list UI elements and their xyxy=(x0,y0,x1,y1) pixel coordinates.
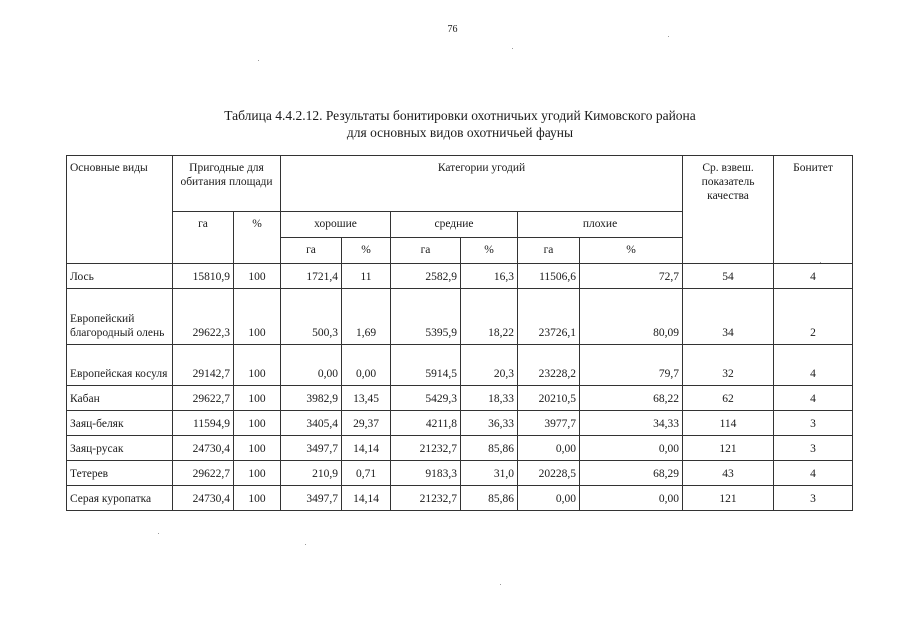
medium-ha-cell: 21232,7 xyxy=(391,486,461,511)
medium-ha-cell: 9183,3 xyxy=(391,461,461,486)
poor-pct-cell: 68,29 xyxy=(580,461,683,486)
poor-ha-cell: 0,00 xyxy=(518,486,580,511)
bonitet-cell: 3 xyxy=(774,411,853,436)
medium-pct-cell: 85,86 xyxy=(461,486,518,511)
medium-ha-cell: 21232,7 xyxy=(391,436,461,461)
good-ha-cell: 3497,7 xyxy=(281,486,342,511)
weighted-index-cell: 114 xyxy=(683,411,774,436)
header-suitable-area: Пригодные для обитания площади xyxy=(173,156,281,212)
species-name: Лось xyxy=(67,264,173,289)
medium-pct-cell: 18,22 xyxy=(461,289,518,345)
good-pct-cell: 0,71 xyxy=(342,461,391,486)
header-poor-ha: га xyxy=(518,238,580,264)
area-pct-cell: 100 xyxy=(234,386,281,411)
medium-pct-cell: 85,86 xyxy=(461,436,518,461)
good-pct-cell: 29,37 xyxy=(342,411,391,436)
bonitet-table xyxy=(66,155,853,511)
header-weighted-index: Ср. взвеш. показатель качества xyxy=(683,156,774,264)
table-caption xyxy=(0,107,905,141)
area-ha-cell: 24730,4 xyxy=(173,436,234,461)
header-row-1 xyxy=(67,156,853,212)
table-row xyxy=(67,289,853,345)
good-ha-cell: 1721,4 xyxy=(281,264,342,289)
medium-pct-cell: 18,33 xyxy=(461,386,518,411)
page-number: 76 xyxy=(447,24,458,35)
medium-ha-cell: 5395,9 xyxy=(391,289,461,345)
good-pct-cell: 14,14 xyxy=(342,436,391,461)
scan-speck xyxy=(500,584,501,585)
poor-pct-cell: 80,09 xyxy=(580,289,683,345)
header-poor: плохие xyxy=(518,212,683,238)
header-good: хорошие xyxy=(281,212,391,238)
species-name: Европейская косуля xyxy=(67,345,173,386)
table-row xyxy=(67,264,853,289)
bonitet-cell: 2 xyxy=(774,289,853,345)
species-name: Серая куропатка xyxy=(67,486,173,511)
medium-pct-cell: 31,0 xyxy=(461,461,518,486)
medium-pct-cell: 16,3 xyxy=(461,264,518,289)
table-row xyxy=(67,386,853,411)
scan-speck xyxy=(820,262,821,263)
header-medium: средние xyxy=(391,212,518,238)
good-pct-cell: 14,14 xyxy=(342,486,391,511)
poor-ha-cell: 23726,1 xyxy=(518,289,580,345)
weighted-index-cell: 54 xyxy=(683,264,774,289)
medium-ha-cell: 5914,5 xyxy=(391,345,461,386)
good-ha-cell: 210,9 xyxy=(281,461,342,486)
weighted-index-cell: 43 xyxy=(683,461,774,486)
header-species: Основные виды xyxy=(67,156,173,264)
area-pct-cell: 100 xyxy=(234,289,281,345)
species-name: Кабан xyxy=(67,386,173,411)
poor-ha-cell: 20210,5 xyxy=(518,386,580,411)
area-ha-cell: 11594,9 xyxy=(173,411,234,436)
header-medium-pct: % xyxy=(461,238,518,264)
poor-pct-cell: 0,00 xyxy=(580,486,683,511)
poor-pct-cell: 68,22 xyxy=(580,386,683,411)
poor-ha-cell: 11506,6 xyxy=(518,264,580,289)
scan-speck xyxy=(305,544,306,545)
weighted-index-cell: 62 xyxy=(683,386,774,411)
poor-ha-cell: 20228,5 xyxy=(518,461,580,486)
good-ha-cell: 3405,4 xyxy=(281,411,342,436)
header-poor-pct: % xyxy=(580,238,683,264)
good-ha-cell: 0,00 xyxy=(281,345,342,386)
good-ha-cell: 3982,9 xyxy=(281,386,342,411)
weighted-index-cell: 32 xyxy=(683,345,774,386)
header-good-ha: га xyxy=(281,238,342,264)
area-ha-cell: 24730,4 xyxy=(173,486,234,511)
species-name: Заяц-беляк xyxy=(67,411,173,436)
medium-ha-cell: 5429,3 xyxy=(391,386,461,411)
good-pct-cell: 13,45 xyxy=(342,386,391,411)
area-pct-cell: 100 xyxy=(234,345,281,386)
species-name: Европейский благородный олень xyxy=(67,289,173,345)
scan-speck xyxy=(258,60,259,61)
header-bonitet: Бонитет xyxy=(774,156,853,264)
species-name: Заяц-русак xyxy=(67,436,173,461)
table-row xyxy=(67,436,853,461)
poor-ha-cell: 0,00 xyxy=(518,436,580,461)
area-ha-cell: 29622,3 xyxy=(173,289,234,345)
weighted-index-cell: 121 xyxy=(683,486,774,511)
area-pct-cell: 100 xyxy=(234,436,281,461)
weighted-index-cell: 34 xyxy=(683,289,774,345)
bonitet-cell: 4 xyxy=(774,264,853,289)
area-ha-cell: 29142,7 xyxy=(173,345,234,386)
area-ha-cell: 15810,9 xyxy=(173,264,234,289)
medium-pct-cell: 36,33 xyxy=(461,411,518,436)
good-pct-cell: 1,69 xyxy=(342,289,391,345)
poor-pct-cell: 79,7 xyxy=(580,345,683,386)
area-pct-cell: 100 xyxy=(234,264,281,289)
header-medium-ha: га xyxy=(391,238,461,264)
medium-ha-cell: 2582,9 xyxy=(391,264,461,289)
bonitet-cell: 4 xyxy=(774,386,853,411)
table-row xyxy=(67,461,853,486)
header-categories: Категории угодий xyxy=(281,156,683,212)
table-row xyxy=(67,486,853,511)
table-row xyxy=(67,411,853,436)
medium-ha-cell: 4211,8 xyxy=(391,411,461,436)
area-ha-cell: 29622,7 xyxy=(173,461,234,486)
scan-speck xyxy=(668,36,669,37)
scan-speck xyxy=(512,48,513,49)
poor-ha-cell: 23228,2 xyxy=(518,345,580,386)
header-area-pct: % xyxy=(234,212,281,264)
scan-speck xyxy=(158,533,159,534)
poor-pct-cell: 34,33 xyxy=(580,411,683,436)
weighted-index-cell: 121 xyxy=(683,436,774,461)
area-ha-cell: 29622,7 xyxy=(173,386,234,411)
header-good-pct: % xyxy=(342,238,391,264)
table-row xyxy=(67,345,853,386)
caption-line-1: Таблица 4.4.2.12. Результаты бонитировки охотничьих угодий Кимовского района xyxy=(224,108,696,123)
good-ha-cell: 500,3 xyxy=(281,289,342,345)
good-ha-cell: 3497,7 xyxy=(281,436,342,461)
species-name: Тетерев xyxy=(67,461,173,486)
poor-ha-cell: 3977,7 xyxy=(518,411,580,436)
medium-pct-cell: 20,3 xyxy=(461,345,518,386)
area-pct-cell: 100 xyxy=(234,411,281,436)
poor-pct-cell: 72,7 xyxy=(580,264,683,289)
table-body xyxy=(67,264,853,511)
caption-line-2: для основных видов охотничьей фауны xyxy=(346,125,574,140)
bonitet-cell: 3 xyxy=(774,486,853,511)
header-area-ha: га xyxy=(173,212,234,264)
good-pct-cell: 0,00 xyxy=(342,345,391,386)
bonitet-cell: 4 xyxy=(774,345,853,386)
poor-pct-cell: 0,00 xyxy=(580,436,683,461)
bonitet-cell: 4 xyxy=(774,461,853,486)
area-pct-cell: 100 xyxy=(234,461,281,486)
bonitet-cell: 3 xyxy=(774,436,853,461)
area-pct-cell: 100 xyxy=(234,486,281,511)
good-pct-cell: 11 xyxy=(342,264,391,289)
